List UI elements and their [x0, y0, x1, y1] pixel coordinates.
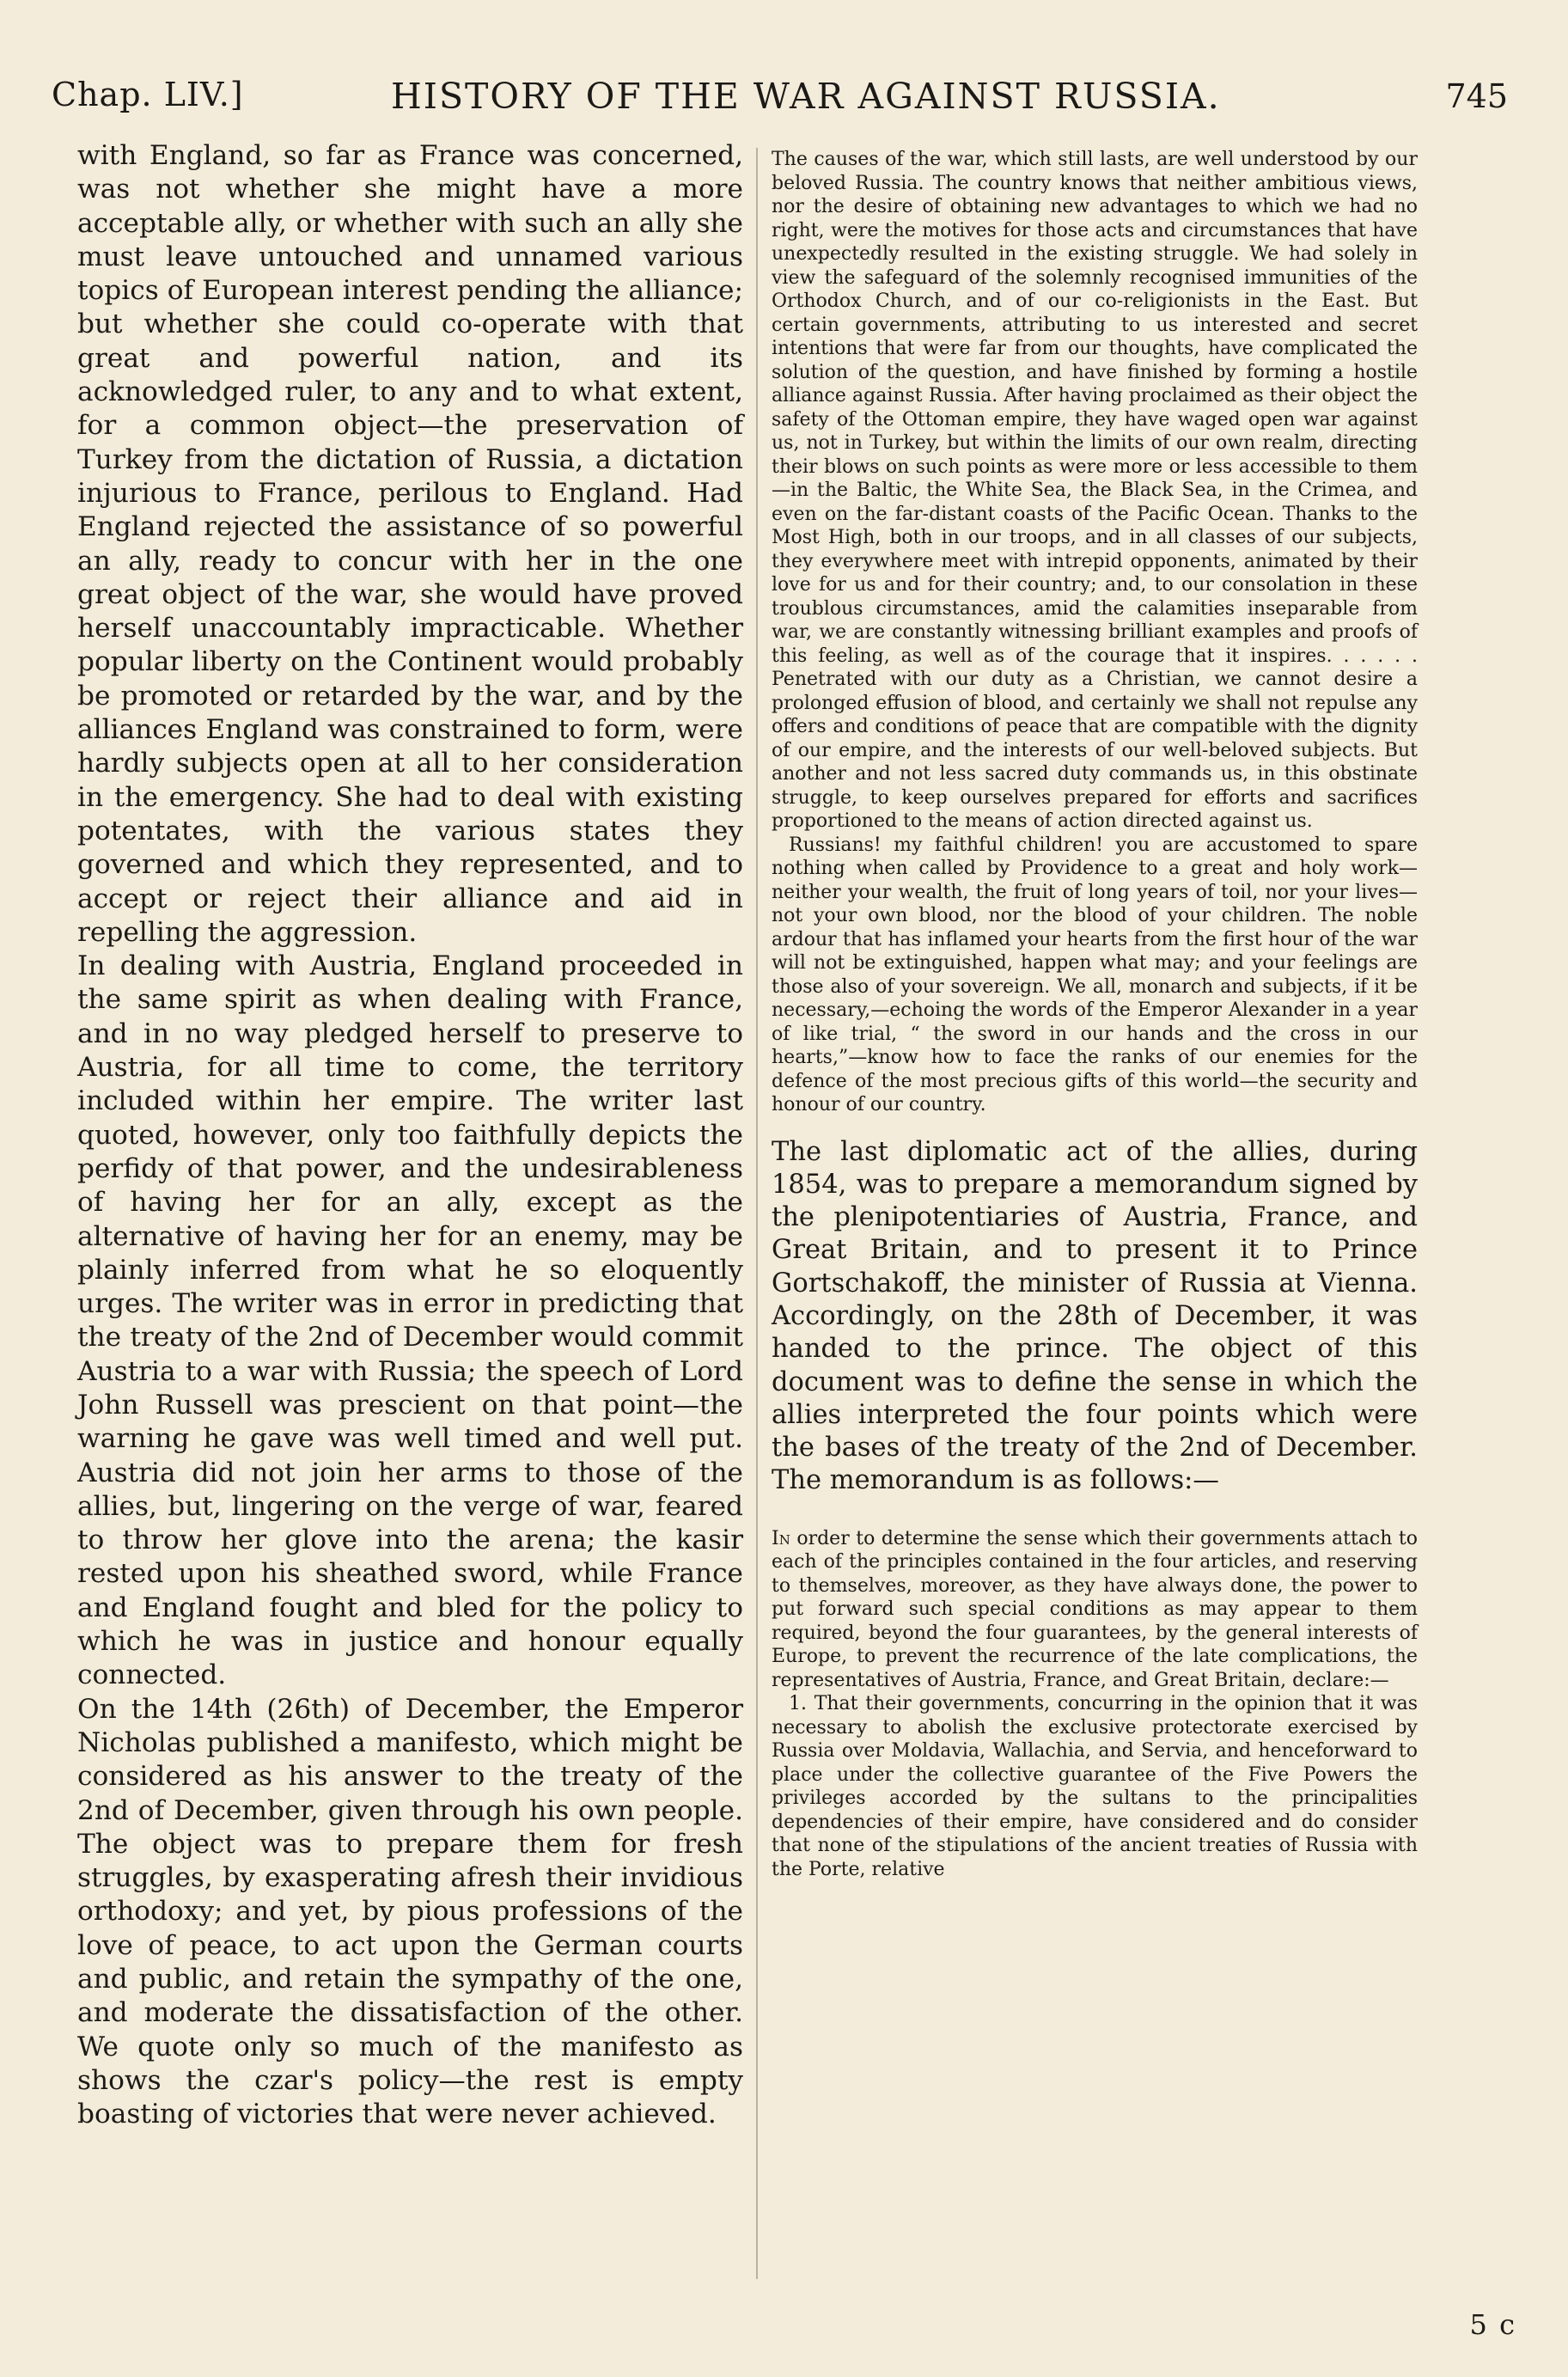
left-column — [77, 139, 743, 2132]
column-rule — [756, 148, 758, 2279]
narrative-paragraph: The last diplomatic act of the allies, during 1854, was to prepare a memorandum signed by the plenipotentiaries of Austria, France, and Great Britain, and to present it to Prince Gortschakoff, the minister of Russia at Vienna. Accordingly, on the 28th of December, it was handed to the prince. The object of this document was to define the sense in which the allies interpreted the four points which were the bases of the treaty of the 2nd of December. The memorandum is as follows:— — [772, 1136, 1418, 1496]
page-title: HISTORY OF THE WAR AGAINST RUSSIA. — [391, 76, 1221, 117]
paragraph: with England, so far as France was concerned, was not whether she might have a more acceptable ally, or whether with such an ally she must leave untouched and unnamed various topics of European interest pending the alliance; but whether she could co-operate with that great and powerful nation, and its acknowledged ruler, to any and to what extent, for a common object—the preservation of Turkey from the dictation of Russia, a dictation injurious to France, perilous to England. Had England rejected the assistance of so powerful an ally, ready to concur with her in the one great object of the war, she would have proved herself unaccountably impracticable. Whether popular liberty on the Continent would probably be promoted or retarded by the war, and by the alliances England was constrained to form, were hardly subjects open at all to her consideration in the emergency. She had to deal with existing potentates, with the various states they governed and which they represented, and to accept or reject their alliance and aid in repelling the aggression. — [77, 140, 743, 948]
chapter-label: Chap. LIV.] — [52, 76, 244, 113]
signature-mark: 5 c — [1469, 2308, 1516, 2341]
memorandum-intro-text: order to determine the sense which their governments attach to each of the principles contained in the four articles, and reserving to themselves, moreover, as they have always done, the power to put forward such special conditions as may appear to them required, beyond the four guarantees, by the general interests of Europe, to prevent the recurrence of the late complications, the representatives of Austria, France, and Great Britain, declare:— — [772, 1527, 1418, 1691]
right-column — [772, 148, 1418, 1881]
paragraph: In dealing with Austria, England proceeded in the same spirit as when dealing with France, and in no way pledged herself to preserve to Austria, for all time to come, the territory included within her empire. The writer last quoted, however, only too faithfully depicts the perfidy of that power, and the undesirableness of having her for an ally, except as the alternative of having her for an enemy, may be plainly inferred from what he so eloquently urges. The writer was in error in predicting that the treaty of the 2nd of December would commit Austria to a war with Russia; the speech of Lord John Russell was prescient on that point—the warning he gave was well timed and well put. Austria did not join her arms to those of the allies, but, lingering on the verge of war, feared to throw her glove into the arena; the kasir rested upon his sheathed sword, while France and England fought and bled for the policy to which he was in justice and honour equally connected. — [77, 950, 743, 1691]
running-head — [52, 76, 1508, 127]
manifesto-paragraph: The causes of the war, which still lasts, are well understood by our beloved Russia. The country knows that neither ambitious views, nor the desire of obtaining new advantages to which we had no right, were the motives for those acts and circumstances that have unexpectedly resulted in the existing struggle. We had solely in view the safeguard of the solemnly recognised immunities of the Orthodox Church, and of our co-religionists in the East. But certain governments, attributing to us interested and secret intentions that were far from our thoughts, have complicated the solution of the question, and have finished by forming a hostile alliance against Russia. After having proclaimed as their object the safety of the Ottoman empire, they have waged open war against us, not in Turkey, but within the limits of our own realm, directing their blows on such points as were more or less accessible to them—in the Baltic, the White Sea, the Black Sea, in the Crimea, and even on the far-distant coasts of the Pacific Ocean. Thanks to the Most High, both in our troops, and in all classes of our subjects, they everywhere meet with intrepid opponents, animated by their love for us and for their country; and, to our consolation in these troublous circumstances, amid the calamities inseparable from war, we are constantly witnessing brilliant examples and proofs of this feeling, as well as of the courage that it inspires. . . . . . Penetrated with our duty as a Christian, we cannot desire a prolonged effusion of blood, and certainly we shall not repulse any offers and conditions of peace that are compatible with the dignity of our empire, and the interests of our well-beloved subjects. But another and not less sacred duty commands us, in this obstinate struggle, to keep ourselves prepared for efforts and sacrifices proportioned to the means of action directed against us. — [772, 149, 1418, 832]
memorandum-item: 1. That their governments, concurring in the opinion that it was necessary to abolish the exclusive protectorate exercised by Russia over Moldavia, Wallachia, and Servia, and henceforward to place under the collective guarantee of the Five Powers the privileges accorded by the sultans to the principalities dependencies of their empire, have considered and do consider that none of the stipulations of the ancient treaties of Russia with the Porte, relative — [772, 1693, 1418, 1880]
paragraph: On the 14th (26th) of December, the Emperor Nicholas published a manifesto, which might be considered as his answer to the treaty of the 2nd of December, given through his own people. The object was to prepare them for fresh struggles, by exasperating afresh their invidious orthodoxy; and yet, by pious professions of the love of peace, to act upon the German courts and public, and retain the sympathy of the one, and moderate the dissatisfaction of the other. We quote only so much of the manifesto as shows the czar's policy—the rest is empty boasting of victories that were never achieved. — [77, 1693, 743, 2130]
memorandum-intro — [772, 1527, 1418, 1693]
memorandum-initial: In — [772, 1527, 790, 1549]
manifesto-paragraph: Russians! my faithful children! you are accustomed to spare nothing when called by Providence to a great and holy work—neither your wealth, the fruit of long years of toil, nor your lives—not your own blood, nor the blood of your children. The noble ardour that has inflamed your hearts from the first hour of the war will not be extinguished, happen what may; and your feelings are those also of your sovereign. We all, monarch and subjects, if it be necessary,—echoing the words of the Emperor Alexander in a year of like trial, “ the sword in our hands and the cross in our hearts,”—know how to face the ranks of our enemies for the defence of the most precious gifts of this world—the security and honour of our country. — [772, 834, 1418, 1115]
page-number: 745 — [1445, 77, 1508, 115]
